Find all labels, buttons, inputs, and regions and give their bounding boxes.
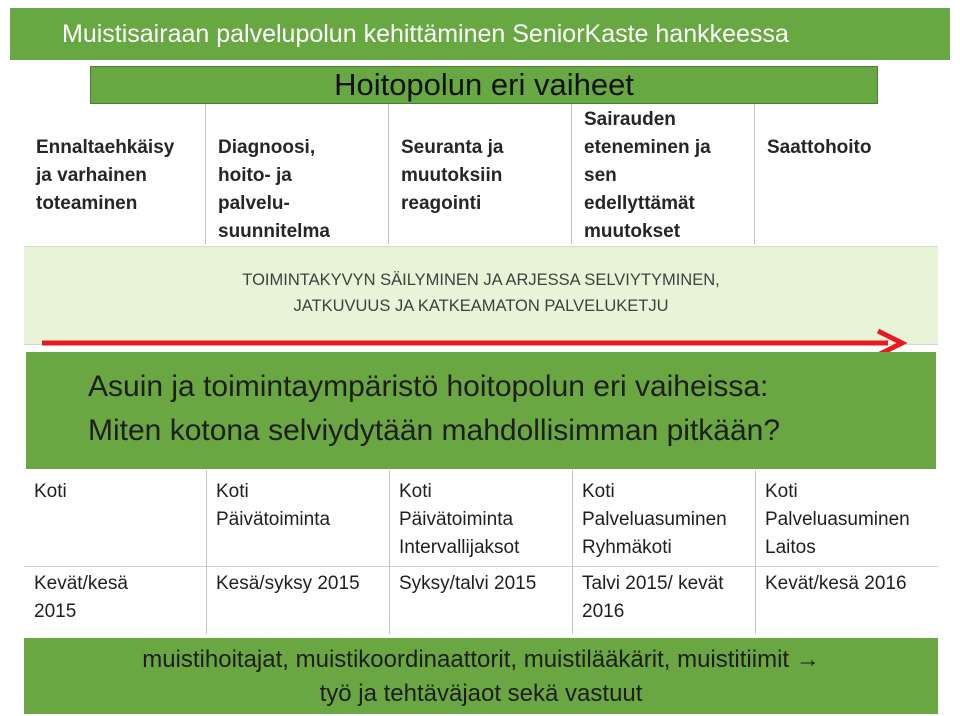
bottom-line-1 bbox=[24, 643, 938, 677]
title-bar bbox=[10, 8, 950, 60]
phase-3: Seuranta ja muutoksiin reagointi bbox=[389, 104, 572, 244]
bottom-box bbox=[24, 638, 938, 714]
period-cell-2 bbox=[206, 570, 389, 598]
phase-4: Sairauden eteneminen ja sen edellyttämät muutokset bbox=[572, 104, 755, 244]
period-text: 2015 bbox=[34, 601, 77, 622]
settings-cell-3 bbox=[389, 478, 572, 562]
settings-text: Intervallijaksot bbox=[399, 537, 520, 558]
settings-text: Palveluasuminen bbox=[582, 509, 727, 530]
column-divider bbox=[389, 470, 390, 634]
phase-2: Diagnoosi, hoito- ja palvelu- suunnitelma bbox=[206, 104, 389, 244]
settings-text: Koti bbox=[582, 481, 615, 502]
period-text: Syksy/talvi 2015 bbox=[399, 573, 537, 594]
bottom-roles-text: muistihoitajat, muistikoordinaattorit, muistilääkärit, muistitiimit bbox=[142, 646, 790, 673]
settings-cell-2 bbox=[206, 478, 389, 534]
column-divider bbox=[755, 470, 756, 634]
period-text: 2016 bbox=[582, 601, 625, 622]
column-divider bbox=[572, 470, 573, 634]
settings-text: Laitos bbox=[765, 537, 816, 558]
functional-line-1: TOIMINTAKYVYN SÄILYMINEN JA ARJESSA SELVIYTYMINEN, bbox=[242, 271, 720, 289]
settings-text: Koti bbox=[34, 481, 67, 502]
settings-cell-4 bbox=[572, 478, 755, 562]
column-divider bbox=[206, 470, 207, 634]
settings-text: Päivätoiminta bbox=[399, 509, 514, 530]
period-text: Kevät/kesä bbox=[34, 573, 128, 594]
arrow-right-icon: → bbox=[795, 646, 820, 673]
phases-heading: Hoitopolun eri vaiheet bbox=[90, 66, 878, 104]
bottom-line-2: työ ja tehtäväjaot sekä vastuut bbox=[319, 680, 643, 707]
period-text: Kesä/syksy 2015 bbox=[216, 573, 360, 594]
period-cell-1 bbox=[24, 570, 206, 626]
environment-line-2: Miten kotona selviydytään mahdollisimman pitkään? bbox=[88, 414, 781, 447]
functional-line-2: JATKUVUUS JA KATKEAMATON PALVELUKETJU bbox=[293, 297, 669, 315]
phase-5: Saattohoito bbox=[767, 137, 872, 158]
settings-text: Koti bbox=[765, 481, 798, 502]
period-text: Kevät/kesä 2016 bbox=[765, 573, 907, 594]
environment-box bbox=[26, 352, 936, 469]
settings-text: Palveluasuminen bbox=[765, 509, 910, 530]
settings-cell-5 bbox=[755, 478, 938, 562]
settings-text: Päivätoiminta bbox=[216, 509, 331, 530]
settings-cell-1 bbox=[24, 478, 206, 506]
phase-1: Ennaltaehkäisy ja varhainen toteaminen bbox=[24, 104, 206, 244]
period-text: Talvi 2015/ kevät bbox=[582, 573, 724, 594]
settings-text: Koti bbox=[399, 481, 432, 502]
period-cell-3 bbox=[389, 570, 572, 598]
page-title: Muistisairaan palvelupolun kehittäminen SeniorKaste hankkeessa bbox=[62, 20, 789, 48]
environment-line-1: Asuin ja toimintaympäristö hoitopolun eri vaiheissa: bbox=[88, 370, 769, 403]
settings-text: Koti bbox=[216, 481, 249, 502]
row-divider bbox=[24, 566, 938, 567]
settings-text: Ryhmäkoti bbox=[582, 537, 672, 558]
period-cell-4 bbox=[572, 570, 755, 626]
period-cell-5 bbox=[755, 570, 938, 598]
